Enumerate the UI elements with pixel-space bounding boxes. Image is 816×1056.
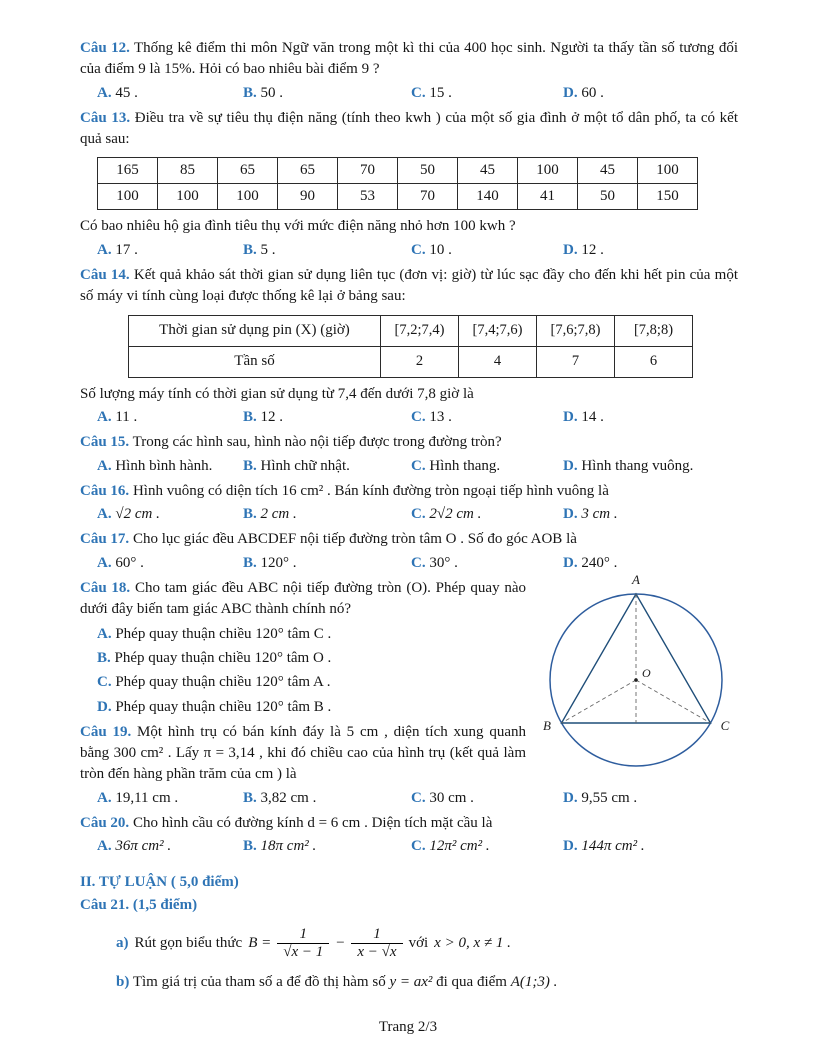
option-a [97, 407, 243, 428]
option-d [563, 553, 738, 574]
question-14 [80, 265, 738, 428]
question-label: Câu 13. [80, 109, 131, 126]
question-label: Câu 16. [80, 482, 130, 499]
option-d [563, 504, 738, 525]
option-b [243, 240, 411, 261]
question-21b [80, 972, 738, 993]
question-text [80, 813, 738, 834]
option-d [563, 788, 738, 809]
question-17 [80, 529, 738, 574]
option-b [243, 83, 411, 104]
option-a [97, 504, 243, 525]
question-label: Câu 12. [80, 40, 130, 56]
options-row [80, 83, 738, 104]
table-cell: [7,8;8) [615, 315, 693, 346]
condition-math: x > 0, x ≠ 1 . [434, 935, 511, 952]
option-letter: A. [97, 241, 112, 258]
table-cell: 140 [458, 184, 518, 210]
fraction-numerator: 1 [373, 926, 381, 943]
math-lhs: B = [248, 935, 272, 952]
table-header-cell: Thời gian sử dụng pin (X) (giờ) [129, 315, 381, 346]
option-b [243, 788, 411, 809]
option-d [563, 836, 738, 857]
option-text: 3,82 cm . [260, 789, 317, 806]
option-letter: B. [243, 789, 257, 806]
table-cell: 45 [458, 158, 518, 184]
option-letter: D. [563, 241, 578, 258]
options-row [80, 504, 738, 525]
option-text: Phép quay thuận chiều 120° tâm A . [115, 674, 331, 691]
option-letter: D. [563, 84, 578, 101]
option-letter: D. [563, 457, 578, 474]
part-text-mid: đi qua điểm [436, 973, 507, 990]
option-letter: D. [563, 838, 578, 855]
question-label: Câu 20. [80, 815, 130, 832]
option-letter: D. [563, 408, 578, 425]
option-letter: B. [243, 241, 257, 258]
table-cell: 50 [578, 184, 638, 210]
center-dot [634, 678, 638, 682]
option-c [411, 504, 563, 525]
option-letter: D. [97, 698, 112, 715]
option-text: 17 . [115, 241, 138, 258]
table-cell: 150 [638, 184, 698, 210]
question-body: Kết quả khảo sát thời gian sử dụng liên tục (đơn vị: giờ) từ lúc sạc đầy cho đến khi hết pin của một số máy vi tính cùng loại được thống kê lại ở bảng sau: [80, 267, 739, 305]
option-letter: A. [97, 554, 112, 571]
table-cell: 100 [158, 184, 218, 210]
question-16 [80, 481, 738, 526]
option-text: Hình thang vuông. [581, 457, 694, 474]
option-text: 9,55 cm . [581, 789, 638, 806]
option-a [97, 788, 243, 809]
option-c [411, 456, 563, 477]
option-text: 12 . [581, 241, 604, 258]
math-point: A(1;3) . [510, 973, 558, 990]
fraction-denominator: x − √x [351, 943, 402, 961]
option-text: 60 . [581, 84, 604, 101]
question-body: Một hình trụ có bán kính đáy là 5 cm , diện tích xung quanh bằng 300 cm² . Lấy π = 3,14 , khi đó chiều cao của hình trụ (kết quả làm tròn đến hàng phần trăm của cm ) là [80, 723, 526, 783]
option-d [563, 456, 738, 477]
table-cell: 100 [518, 158, 578, 184]
option-text: 120° . [260, 554, 297, 571]
table-cell: 90 [278, 184, 338, 210]
table-cell: 45 [578, 158, 638, 184]
question-text [80, 529, 738, 550]
question-21-label: Câu 21. (1,5 điểm) [80, 896, 198, 913]
question-label: Câu 14. [80, 267, 130, 284]
question-body: Điều tra về sự tiêu thụ điện năng (tính theo kwh ) của một số gia đình ở một tổ dân phố, ta có kết quả sau: [80, 109, 738, 148]
option-c [411, 788, 563, 809]
option-text: 19,11 cm . [115, 789, 179, 806]
fraction-denominator: √x − 1 [277, 943, 329, 961]
minus-operator: − [335, 935, 346, 952]
option-text: 36π cm² . [115, 838, 172, 855]
option-b [243, 504, 411, 525]
option-c [411, 836, 563, 857]
option-letter: A. [97, 789, 112, 806]
option-text: 144π cm² . [581, 838, 645, 855]
option-letter: A. [97, 84, 112, 101]
table-cell: 2 [381, 346, 459, 377]
question-text [80, 265, 738, 308]
option-letter: C. [411, 506, 426, 523]
table-cell: [7,4;7,6) [459, 315, 537, 346]
part-text: Tìm giá trị của tham số a để đồ thị hàm số [132, 973, 386, 990]
options-row [80, 407, 738, 428]
table-cell: 7 [537, 346, 615, 377]
option-letter: B. [243, 457, 257, 474]
option-letter: D. [563, 789, 578, 806]
option-text: 11 . [115, 408, 138, 425]
question-15 [80, 432, 738, 477]
table-cell: 85 [158, 158, 218, 184]
question-body: Cho lục giác đều ABCDEF nội tiếp đường tròn tâm O . Số đo góc AOB là [132, 531, 577, 548]
table-cell: 70 [338, 158, 398, 184]
option-text: 2 cm . [260, 506, 297, 523]
table-cell: 50 [398, 158, 458, 184]
battery-table [128, 315, 693, 378]
option-letter: A. [97, 838, 112, 855]
part-intro: Rút gọn biểu thức [134, 935, 243, 952]
table-header-cell: Tần số [129, 346, 381, 377]
option-text: 13 . [429, 408, 452, 425]
table-cell: 70 [398, 184, 458, 210]
option-text: 60° . [115, 554, 144, 571]
question-body: Thống kê điểm thi môn Ngữ văn trong một kì thi của 400 học sinh. Người ta thấy tần số tương đối của điểm 9 là 15%. Hỏi có bao nhiêu bài điểm 9 ? [80, 40, 738, 78]
option-text: 14 . [581, 408, 604, 425]
option-letter: C. [411, 457, 426, 474]
table-cell: 6 [615, 346, 693, 377]
part-label: b) [116, 973, 130, 990]
option-letter: A. [97, 408, 112, 425]
vertex-label-c: C [720, 718, 730, 734]
option-text: 30° . [429, 554, 458, 571]
question-label: Câu 18. [80, 580, 131, 597]
fraction-1 [277, 926, 329, 962]
inscribed-triangle-diagram [534, 568, 738, 782]
question-text [80, 38, 738, 81]
option-letter: C. [411, 241, 426, 258]
question-21a [80, 926, 738, 962]
options-row [80, 788, 738, 809]
option-text: Hình thang. [429, 457, 501, 474]
option-letter: B. [243, 408, 257, 425]
option-c [411, 553, 563, 574]
circle-triangle-svg [534, 568, 738, 782]
condition-prefix: với [408, 935, 429, 952]
options-row [80, 836, 738, 857]
options-row [80, 456, 738, 477]
question-followup: Có bao nhiêu hộ gia đình tiêu thụ với mức điện năng nhỏ hơn 100 kwh ? [80, 218, 516, 235]
option-text: 45 . [115, 84, 138, 101]
option-text: 30 cm . [429, 789, 474, 806]
option-letter: A. [97, 506, 112, 523]
table-cell: 4 [459, 346, 537, 377]
table-row [129, 315, 693, 346]
section-2-title: II. TỰ LUẬN ( 5,0 điểm) [80, 873, 239, 890]
option-letter: C. [411, 408, 426, 425]
radius-oc-dashed-line [636, 680, 711, 723]
table-cell: 53 [338, 184, 398, 210]
option-a [97, 240, 243, 261]
option-c [411, 240, 563, 261]
option-a [97, 83, 243, 104]
question-text [80, 108, 738, 151]
option-d [563, 240, 738, 261]
table-cell: [7,6;7,8) [537, 315, 615, 346]
question-text [80, 432, 738, 453]
option-text: 5 . [260, 241, 276, 258]
option-letter: B. [243, 84, 257, 101]
table-cell: 100 [218, 184, 278, 210]
option-letter: D. [563, 554, 578, 571]
option-letter: C. [97, 674, 112, 691]
option-c [411, 407, 563, 428]
table-cell: 100 [638, 158, 698, 184]
table-row [98, 184, 698, 210]
table-cell: 65 [218, 158, 278, 184]
fraction-2 [351, 926, 402, 962]
radius-ob-dashed-line [562, 680, 637, 723]
option-letter: A. [97, 625, 112, 642]
question-13 [80, 108, 738, 261]
question-12 [80, 38, 738, 104]
option-letter: B. [243, 838, 257, 855]
option-letter: C. [411, 789, 426, 806]
option-letter: B. [243, 506, 257, 523]
fraction-numerator: 1 [299, 926, 307, 943]
option-b [243, 456, 411, 477]
question-label: Câu 15. [80, 434, 130, 451]
option-b [243, 407, 411, 428]
question-body: Trong các hình sau, hình nào nội tiếp được trong đường tròn? [132, 434, 502, 451]
option-text: Hình chữ nhật. [260, 457, 350, 474]
page-number: Trang 2/3 [378, 1018, 438, 1035]
table-row [129, 346, 693, 377]
options-row [80, 240, 738, 261]
question-label: Câu 19. [80, 723, 132, 740]
option-text: 12π² cm² . [429, 838, 490, 855]
center-label-o: O [642, 666, 651, 681]
option-letter: D. [563, 506, 578, 523]
option-text: Phép quay thuận chiều 120° tâm B . [115, 698, 332, 715]
option-letter: B. [243, 554, 257, 571]
options-row [80, 553, 738, 574]
option-text: 15 . [429, 84, 452, 101]
table-cell: 41 [518, 184, 578, 210]
option-text: Hình bình hành. [115, 457, 213, 474]
option-text: 10 . [429, 241, 452, 258]
math-function: y = ax² [389, 973, 433, 990]
vertex-label-b: B [543, 718, 551, 734]
question-label: Câu 17. [80, 531, 130, 548]
option-letter: C. [411, 554, 426, 571]
option-text: 50 . [260, 84, 284, 101]
option-b [243, 553, 411, 574]
option-text: Phép quay thuận chiều 120° tâm C . [115, 625, 332, 642]
table-cell: 100 [98, 184, 158, 210]
option-letter: C. [411, 838, 426, 855]
option-text: √2 cm . [115, 506, 160, 523]
table-cell: [7,2;7,4) [381, 315, 459, 346]
vertex-label-a: A [632, 572, 640, 588]
electricity-table [97, 157, 698, 210]
question-body: Cho tam giác đều ABC nội tiếp đường tròn (O). Phép quay nào dưới đây biến tam giác ABC thành chính nó? [80, 580, 526, 618]
question-20 [80, 813, 738, 858]
option-text: 12 . [260, 408, 284, 425]
option-c [411, 83, 563, 104]
option-d [563, 407, 738, 428]
question-body: Cho hình cầu có đường kính d = 6 cm . Diện tích mặt cầu là [132, 815, 493, 832]
option-b [243, 836, 411, 857]
option-a [97, 553, 243, 574]
option-text: 18π cm² . [260, 838, 317, 855]
option-d [563, 83, 738, 104]
option-letter: B. [97, 649, 111, 666]
question-text [80, 481, 738, 502]
table-cell: 165 [98, 158, 158, 184]
option-letter: A. [97, 457, 112, 474]
part-label: a) [116, 935, 129, 952]
option-letter: C. [411, 84, 426, 101]
question-followup: Số lượng máy tính có thời gian sử dụng từ 7,4 đến dưới 7,8 giờ là [80, 385, 474, 402]
option-text: 2√2 cm . [429, 506, 482, 523]
option-text: 3 cm . [581, 506, 618, 523]
question-body: Hình vuông có diện tích 16 cm² . Bán kính đường tròn ngoại tiếp hình vuông là [132, 482, 609, 499]
option-a [97, 456, 243, 477]
option-text: Phép quay thuận chiều 120° tâm O . [114, 649, 332, 666]
option-a [97, 836, 243, 857]
option-text: 240° . [581, 554, 618, 571]
table-row [98, 158, 698, 184]
table-cell: 65 [278, 158, 338, 184]
